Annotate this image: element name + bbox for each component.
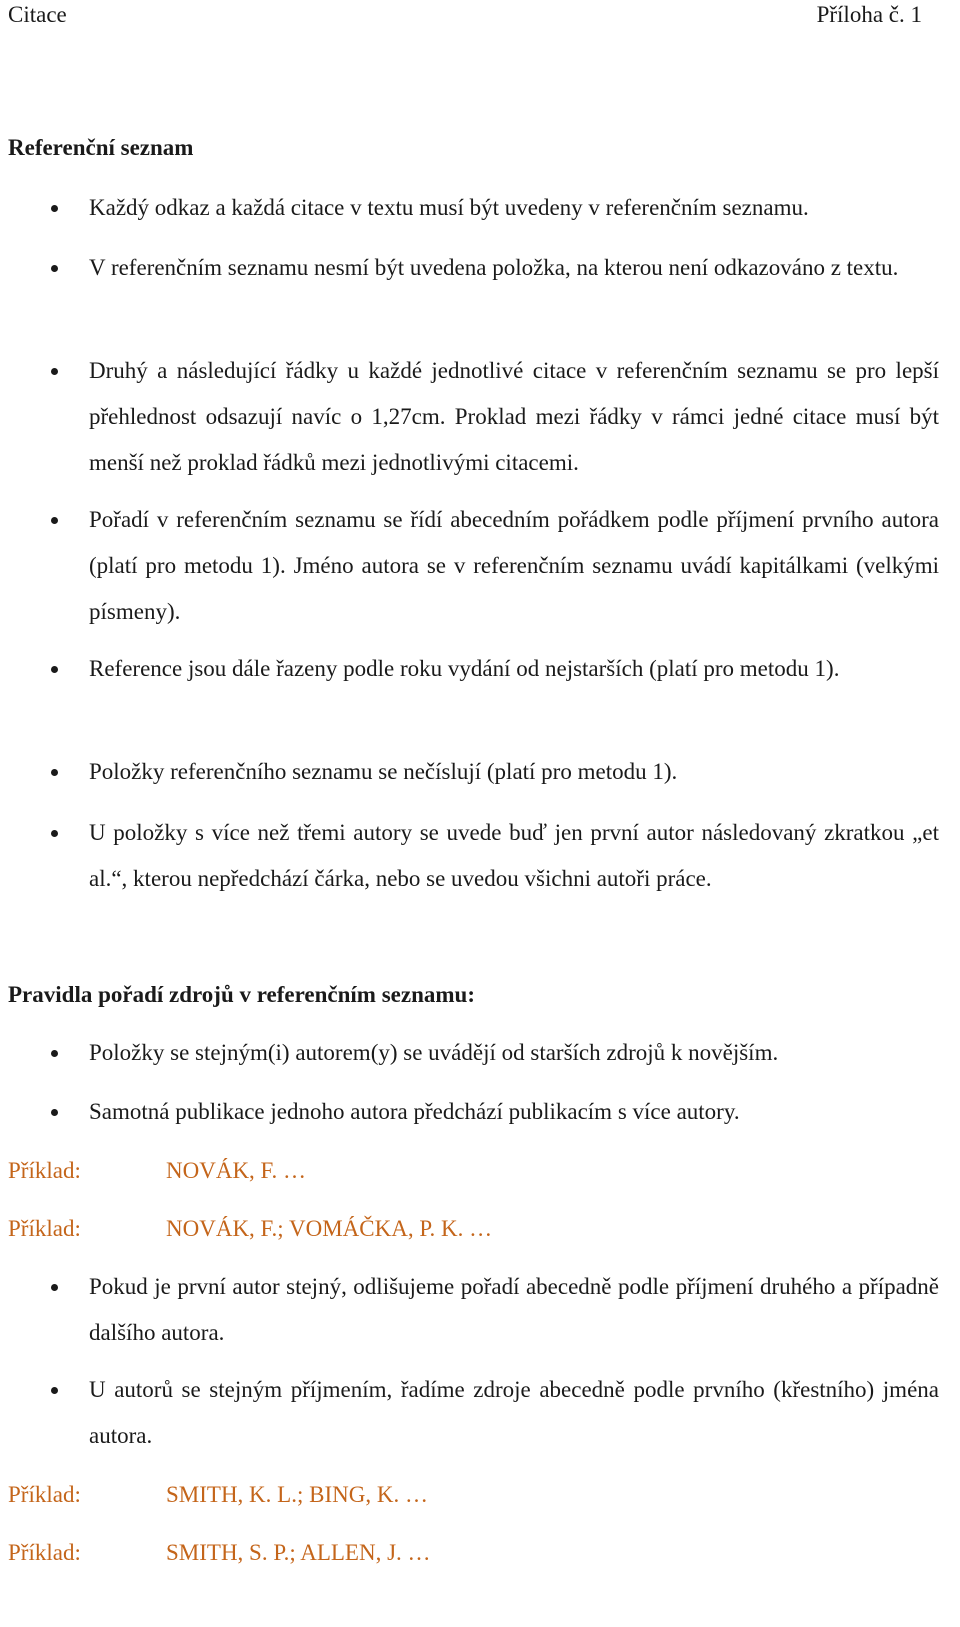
list-item-text: V referenčním seznamu nesmí být uvedena položka, na kterou není odkazováno z textu. — [89, 255, 899, 280]
example-label: Příklad: — [8, 1216, 81, 1241]
bullet-icon — [51, 769, 58, 776]
list-item-text: Druhý a následující řádky u každé jednotlivé citace v referenčním seznamu se pro lepší přehlednost odsazují navíc o 1,27cm. Proklad mezi řádky v rámci jedné citace musí být menší než proklad řádků mezi jednotlivými citacemi. — [89, 358, 939, 475]
bullet-icon — [51, 1109, 58, 1116]
section-heading-ordering-rules: Pravidla pořadí zdrojů v referenčním seznamu: — [8, 982, 475, 1007]
list-item-text: Pokud je první autor stejný, odlišujeme pořadí abecedně podle příjmení druhého a případně dalšího autora. — [89, 1274, 939, 1345]
example-value: SMITH, K. L.; BING, K. … — [166, 1482, 428, 1507]
bullet-icon — [51, 205, 58, 212]
example-label: Příklad: — [8, 1482, 81, 1507]
bullet-icon — [51, 666, 58, 673]
list-item-text: Reference jsou dále řazeny podle roku vydání od nejstarších (platí pro metodu 1). — [89, 656, 840, 681]
header-appendix-label: Příloha č. 1 — [816, 2, 922, 27]
list-item-text: Pořadí v referenčním seznamu se řídí abecedním pořádkem podle příjmení prvního autora (platí pro metodu 1). Jméno autora se v referenčním seznamu uvádí kapitálkami (velkými písmeny). — [89, 507, 939, 624]
bullet-icon — [51, 265, 58, 272]
list-item-text: Každý odkaz a každá citace v textu musí být uvedeny v referenčním seznamu. — [89, 195, 809, 220]
example-value: NOVÁK, F.; VOMÁČKA, P. K. … — [166, 1216, 493, 1241]
bullet-icon — [51, 517, 58, 524]
example-value: NOVÁK, F. … — [166, 1158, 306, 1183]
bullet-icon — [51, 1284, 58, 1291]
list-item-text: Samotná publikace jednoho autora předchází publikacím s více autory. — [89, 1099, 740, 1124]
bullet-icon — [51, 368, 58, 375]
example-label: Příklad: — [8, 1540, 81, 1565]
example-value: SMITH, S. P.; ALLEN, J. … — [166, 1540, 431, 1565]
list-item-text: U autorů se stejným příjmením, řadíme zdroje abecedně podle prvního (křestního) jména autora. — [89, 1377, 939, 1448]
section-heading-reference-list: Referenční seznam — [8, 135, 194, 160]
list-item-text: U položky s více než třemi autory se uvede buď jen první autor následovaný zkratkou „et al.“, kterou nepředchází čárka, nebo se uvedou všichni autoři práce. — [89, 820, 939, 891]
bullet-icon — [51, 830, 58, 837]
example-label: Příklad: — [8, 1158, 81, 1183]
list-item-text: Položky referenčního seznamu se nečíslují (platí pro metodu 1). — [89, 759, 678, 784]
bullet-icon — [51, 1050, 58, 1057]
bullet-icon — [51, 1387, 58, 1394]
list-item-text: Položky se stejným(i) autorem(y) se uvádějí od starších zdrojů k novějším. — [89, 1040, 779, 1065]
header-title: Citace — [8, 2, 67, 27]
